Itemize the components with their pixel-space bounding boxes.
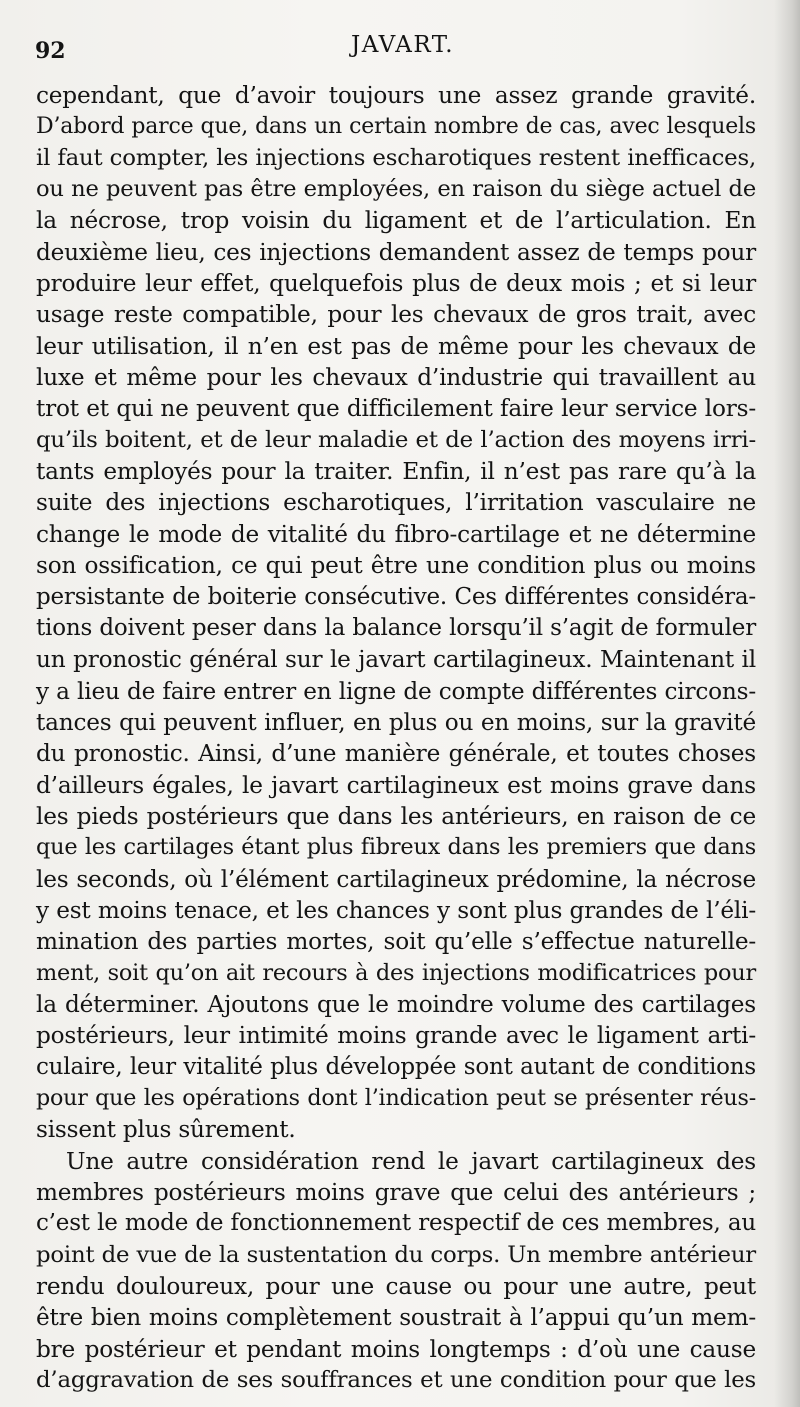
text-line: qu’ils boitent, et de leur maladie et de l’action des moyens irri-: [36, 426, 756, 453]
text-line: produire leur effet, quelquefois plus de deux mois ; et si leur: [36, 270, 756, 298]
text-line: tions doivent peser dans la balance lorsqu’il s’agit de formuler: [36, 614, 756, 641]
body-text: [36, 80, 756, 1396]
text-line: D’abord parce que, dans un certain nombre de cas, avec lesquels: [36, 114, 756, 140]
text-line: du pronostic. Ainsi, d’une manière générale, et toutes choses: [36, 740, 756, 768]
text-line: culaire, leur vitalité plus développée sont autant de conditions: [36, 1053, 756, 1080]
text-line: change le mode de vitalité du fibro-cartilage et ne détermine: [36, 520, 756, 548]
text-line: postérieurs, leur intimité moins grande avec le ligament arti-: [36, 1022, 756, 1050]
text-line: que les cartilages étant plus fibreux dans les premiers que dans: [36, 834, 756, 861]
text-line: ou ne peuvent pas être employées, en raison du siège actuel de: [36, 176, 756, 203]
page-header: [35, 30, 755, 70]
text-line: y est moins tenace, et les chances y sont plus grandes de l’éli-: [36, 896, 756, 924]
text-line: cependant, que d’avoir toujours une assez grande gravité.: [36, 82, 756, 109]
text-line: mination des parties mortes, soit qu’elle s’effectue naturelle-: [36, 928, 756, 956]
text-line: son ossification, ce qui peut être une condition plus ou moins: [36, 552, 756, 580]
text-line: d’aggravation de ses souffrances et une condition pour que les: [36, 1367, 756, 1394]
text-line: c’est le mode de fonctionnement respectif de ces membres, au: [36, 1210, 756, 1237]
paragraph-first-line: Une autre considération rend le javart cartilagineux des: [66, 1147, 756, 1175]
text-line: pour que les opérations dont l’indication peut se présenter réus-: [36, 1085, 756, 1111]
text-line: persistante de boiterie consécutive. Ces différentes considéra-: [36, 583, 756, 610]
text-line: être bien moins complètement soustrait à l’appui qu’un mem-: [36, 1304, 756, 1332]
text-line: tances qui peuvent influer, en plus ou en moins, sur la gravité: [36, 708, 756, 736]
text-line: leur utilisation, il n’en est pas de même pour les chevaux de: [36, 332, 756, 360]
text-line: ment, soit qu’on ait recours à des injections modificatrices pour: [36, 959, 756, 986]
text-line: y a lieu de faire entrer en ligne de compte différentes circons-: [36, 677, 756, 705]
text-line: tants employés pour la traiter. Enfin, il n’est pas rare qu’à la: [36, 458, 756, 486]
text-line: deuxième lieu, ces injections demandent assez de temps pour: [36, 238, 756, 266]
paragraph-last-line: sissent plus sûrement.: [36, 1116, 296, 1144]
text-line: les seconds, où l’élément cartilagineux prédomine, la nécrose: [36, 865, 756, 893]
text-line: usage reste compatible, pour les chevaux de gros trait, avec: [36, 301, 756, 329]
text-line: membres postérieurs moins grave que celui des antérieurs ;: [36, 1179, 756, 1207]
text-line: trot et qui ne peuvent que difficilement faire leur service lors-: [36, 395, 756, 423]
text-line: point de vue de la sustentation du corps. Un membre antérieur: [36, 1241, 756, 1268]
text-line: la déterminer. Ajoutons que le moindre volume des cartilages: [36, 990, 756, 1018]
text-line: la nécrose, trop voisin du ligament et de l’articulation. En: [36, 207, 756, 235]
page-number: 92: [35, 38, 66, 64]
text-line: bre postérieur et pendant moins longtemps : d’où une cause: [36, 1335, 756, 1363]
text-line: les pieds postérieurs que dans les antérieurs, en raison de ce: [36, 802, 756, 830]
text-line: il faut compter, les injections escharotiques restent inefficaces,: [36, 144, 756, 171]
text-line: rendu douloureux, pour une cause ou pour une autre, peut: [36, 1273, 756, 1301]
page-edge-shadow: [774, 0, 800, 1407]
text-line: un pronostic général sur le javart cartilagineux. Maintenant il: [36, 646, 756, 674]
text-line: d’ailleurs égales, le javart cartilagineux est moins grave dans: [36, 771, 756, 799]
text-line: suite des injections escharotiques, l’irritation vasculaire ne: [36, 489, 756, 517]
text-line: luxe et même pour les chevaux d’industrie qui travaillent au: [36, 364, 756, 392]
running-title: JAVART.: [350, 32, 455, 58]
